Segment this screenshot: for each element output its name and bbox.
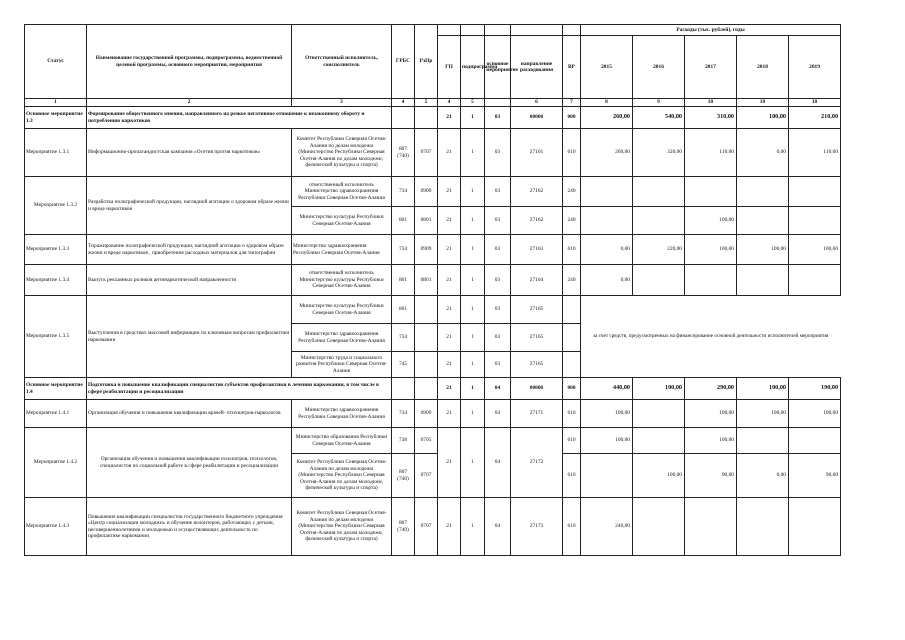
- row-y2017: 290,00: [685, 378, 737, 400]
- row-vr: 610: [563, 235, 581, 265]
- row-grbs: 734: [392, 177, 415, 207]
- row-y2017: [685, 498, 737, 556]
- row-y2019: 90,00: [789, 454, 841, 498]
- row-grbs: [392, 107, 415, 129]
- row-name: Информационно-пропагандистская кампания «Осетия против наркотиков»: [87, 129, 292, 177]
- row-y2018: 100,00: [737, 400, 789, 428]
- row-status: Мероприятие 1.4.3: [25, 498, 87, 556]
- row-gp: 21: [438, 235, 461, 265]
- row-status: Мероприятие 1.3.1: [25, 129, 87, 177]
- row-y2017: 100,00: [685, 207, 737, 235]
- row-y2019: [789, 498, 841, 556]
- row-name: Подготовка и повышение квалификации специалистов субъектов профилактики в лечении наркомании, в том числе в сфере реабилитации и ресоциализации: [87, 378, 392, 400]
- row-rzpr: [415, 352, 438, 378]
- table-row: [25, 235, 841, 265]
- row-vr: 240: [563, 177, 581, 207]
- row-y2017: [685, 177, 737, 207]
- row-dir: 27162: [511, 207, 563, 235]
- row-gp: 21: [438, 324, 461, 352]
- column-number: 2: [87, 99, 292, 107]
- row-grbs: 734: [392, 400, 415, 428]
- row-vr: 240: [563, 207, 581, 235]
- row-y2019: 110,00: [789, 129, 841, 177]
- column-number: 10: [685, 99, 737, 107]
- table-row: [25, 107, 841, 129]
- row-sub: 1: [461, 428, 485, 498]
- row-sub: 1: [461, 207, 485, 235]
- row-y2015: [581, 207, 633, 235]
- row-gp: 21: [438, 129, 461, 177]
- header-blank-vr: [563, 25, 581, 36]
- row-y2015: 0,00: [581, 265, 633, 296]
- row-y2018: [737, 207, 789, 235]
- row-status: Мероприятие 1.3.5: [25, 296, 87, 378]
- row-dir: 27164: [511, 265, 563, 296]
- row-vr: [563, 324, 581, 352]
- row-rzpr: 0909: [415, 235, 438, 265]
- row-sub: 1: [461, 296, 485, 324]
- row-y2019: 100,00: [789, 400, 841, 428]
- row-y2016: [633, 400, 685, 428]
- row-grbs: 745: [392, 352, 415, 378]
- row-rzpr: 0707: [415, 454, 438, 498]
- header-responsible: Ответственный исполнитель, соисполнитель: [292, 25, 392, 99]
- row-grbs: 807 (740): [392, 454, 415, 498]
- table-row: [25, 400, 841, 428]
- row-vr: 610: [563, 400, 581, 428]
- row-y2016: [633, 207, 685, 235]
- row-status: Мероприятие 1.3.4: [25, 265, 87, 296]
- row-status: Основное мероприятие 1.3: [25, 107, 87, 129]
- column-number: 5: [461, 99, 485, 107]
- row-rzpr: 0909: [415, 177, 438, 207]
- row-status: Мероприятие 1.3.2: [25, 177, 87, 235]
- row-responsible: Комитет Республики Северная Осетия-Алания по делам молодежи (Министерство Республики Северная Осетия-Алания по делам молодежи, физической культуры и спорта): [292, 454, 392, 498]
- row-rzpr: [415, 296, 438, 324]
- budget-table: [24, 24, 841, 556]
- row-sub: 1: [461, 498, 485, 556]
- row-y2017: 100,00: [685, 428, 737, 454]
- row-main: 04: [485, 378, 511, 400]
- row-gp: 21: [438, 498, 461, 556]
- column-number: 1: [25, 99, 87, 107]
- row-gp: 21: [438, 265, 461, 296]
- table-row: [25, 265, 841, 296]
- row-y2019: [789, 177, 841, 207]
- row-main: 03: [485, 265, 511, 296]
- row-dir: 27165: [511, 324, 563, 352]
- row-rzpr: [415, 378, 438, 400]
- row-gp: 21: [438, 177, 461, 207]
- row-vr: 610: [563, 498, 581, 556]
- row-rzpr: 0909: [415, 400, 438, 428]
- row-sub: 1: [461, 129, 485, 177]
- row-y2019: [789, 207, 841, 235]
- row-y2017: 310,00: [685, 107, 737, 129]
- row-dir: 27162: [511, 177, 563, 207]
- row-y2015: 240,00: [581, 498, 633, 556]
- header-program-name: Наименование государственной программы, подпрограммы, ведомственной целевой программы, основного мероприятия, мероприятия: [87, 25, 292, 99]
- row-main: 03: [485, 296, 511, 324]
- row-rzpr: [415, 324, 438, 352]
- row-status: Мероприятие 1.4.1: [25, 400, 87, 428]
- header-blank-sub: [461, 25, 485, 36]
- row-dir: 27165: [511, 352, 563, 378]
- table-row: [25, 296, 841, 324]
- row-y2015: 260,00: [581, 129, 633, 177]
- row-vr: 610: [563, 428, 581, 454]
- header-blank-main: [485, 25, 511, 36]
- header-expenses-group: Расходы (тыс. рублей), годы: [581, 25, 841, 36]
- row-name: Организация обучения и повышения квалификации врачей- психиатров-наркологов: [87, 400, 292, 428]
- row-responsible: Комитет Республики Северная Осетия-Алания по делам молодежи (Министерство Республики Северная Осетия-Алания по делам молодежи, физической культуры и спорта): [292, 129, 392, 177]
- row-name: Выступления в средствах массовой информации по ключевым вопросам профилактики наркомании: [87, 296, 292, 378]
- row-main: 04: [485, 498, 511, 556]
- header-blank-gp: [438, 25, 461, 36]
- column-number-row: [25, 99, 841, 107]
- row-main: 03: [485, 129, 511, 177]
- row-y2018: [737, 265, 789, 296]
- column-number: 10: [737, 99, 789, 107]
- column-number: 4: [392, 99, 415, 107]
- row-name: Формирование общественного мнения, направленного на резкое негативное отношение к незаконному обороту и потреблению наркотиков: [87, 107, 392, 129]
- row-name: Повышение квалификации специалистов государственного бюджетного учреждения «Центр социализации молодежи» и обучение волонтеров, работающих с детьми, несовершеннолетними и молодежью и осуществляющих деятельность по профилактике наркомании: [87, 498, 292, 556]
- row-y2019: 190,00: [789, 378, 841, 400]
- row-grbs: 807 (740): [392, 498, 415, 556]
- row-main: 03: [485, 207, 511, 235]
- row-responsible: ответственный исполнитель Министерство здравоохранения Республики Северная Осетия-Алания: [292, 177, 392, 207]
- row-gp: 21: [438, 296, 461, 324]
- row-rzpr: 0707: [415, 498, 438, 556]
- row-responsible: Министерство труда и социального развития Республики Северная Осетия-Алания: [292, 352, 392, 378]
- header-blank-dir: [511, 25, 563, 36]
- row-gp: 21: [438, 428, 461, 498]
- row-sub: 1: [461, 177, 485, 207]
- header-grbs: ГРБС: [392, 25, 415, 99]
- row-y2016: [633, 265, 685, 296]
- row-dir: 00000: [511, 378, 563, 400]
- column-number: [485, 99, 511, 107]
- header-year-2016: 2016: [633, 36, 685, 99]
- row-rzpr: [415, 107, 438, 129]
- row-y2018: [737, 177, 789, 207]
- row-rzpr: 0801: [415, 265, 438, 296]
- header-year-2015: 2015: [581, 36, 633, 99]
- row-gp: 21: [438, 378, 461, 400]
- row-y2015: [581, 177, 633, 207]
- row-main: 03: [485, 177, 511, 207]
- row-grbs: [392, 378, 415, 400]
- row-dir: 27163: [511, 235, 563, 265]
- row-y2015: 260,00: [581, 107, 633, 129]
- row-grbs: 801: [392, 265, 415, 296]
- row-gp: 21: [438, 400, 461, 428]
- column-number: 6: [511, 99, 563, 107]
- row-main: 04: [485, 428, 511, 498]
- header-main-event: основное мероприятие: [485, 36, 511, 99]
- table-row: [25, 428, 841, 454]
- row-dir: 27172: [511, 428, 563, 498]
- row-sub: 1: [461, 378, 485, 400]
- row-responsible: Министерство культуры Республики Северная Осетия-Алания: [292, 207, 392, 235]
- column-number: 4: [438, 99, 461, 107]
- table-row: [25, 498, 841, 556]
- row-y2015: [581, 454, 633, 498]
- row-y2018: [737, 498, 789, 556]
- funding-note: за счет средств, предусмотренных на финансирование основной деятельности исполнителей мероприятия: [581, 296, 841, 378]
- row-vr: 240: [563, 265, 581, 296]
- header-year-2019: 2019: [789, 36, 841, 99]
- row-gp: 21: [438, 207, 461, 235]
- row-dir: 27171: [511, 400, 563, 428]
- row-rzpr: 0705: [415, 428, 438, 454]
- row-name: Разработка полиграфической продукции, наглядной агитации о здоровом образе жизни и вреде наркотиков: [87, 177, 292, 235]
- column-number: 7: [563, 99, 581, 107]
- budget-table-sheet: [24, 24, 840, 556]
- row-y2019: [789, 428, 841, 454]
- row-y2015: 0,00: [581, 235, 633, 265]
- row-status: Мероприятие 1.4.2: [25, 428, 87, 498]
- row-y2016: 220,00: [633, 235, 685, 265]
- row-y2016: [633, 177, 685, 207]
- row-responsible: ответственный исполнитель Министерство культуры Республики Северная Осетия-Алания: [292, 265, 392, 296]
- row-sub: 1: [461, 265, 485, 296]
- header-subprogram: подпрограмма: [461, 36, 485, 99]
- header-year-2018: 2018: [737, 36, 789, 99]
- row-main: 03: [485, 107, 511, 129]
- row-y2018: 100,00: [737, 107, 789, 129]
- row-name: Тиражирование полиграфической продукции, наглядной агитации о здоровом образе жизни и вреде наркотиков , приобретение расходных материалов для типографии: [87, 235, 292, 265]
- row-y2015: 440,00: [581, 378, 633, 400]
- row-y2016: 540,00: [633, 107, 685, 129]
- row-responsible: Комитет Республики Северная Осетия-Алания по делам молодежи (Министерство Республики Северная Осетия-Алания по делам молодежи, физической культуры и спорта): [292, 498, 392, 556]
- row-vr: [563, 352, 581, 378]
- row-sub: 1: [461, 107, 485, 129]
- row-vr: 000: [563, 107, 581, 129]
- row-responsible: Министерство здравоохранения Республики Северная Осетия-Алания: [292, 324, 392, 352]
- row-dir: 27173: [511, 498, 563, 556]
- header-status: Статус: [25, 25, 87, 99]
- row-y2016: [633, 428, 685, 454]
- row-rzpr: 0801: [415, 207, 438, 235]
- row-rzpr: 0707: [415, 129, 438, 177]
- row-responsible: Министерство образования Республики Северная Осетия-Алания: [292, 428, 392, 454]
- column-number: 3: [292, 99, 392, 107]
- row-y2016: 100,00: [633, 454, 685, 498]
- row-y2018: 0,00: [737, 454, 789, 498]
- row-dir: 27165: [511, 296, 563, 324]
- row-y2019: 210,00: [789, 107, 841, 129]
- row-y2018: 0,00: [737, 129, 789, 177]
- row-y2017: 90,00: [685, 454, 737, 498]
- header-gp: ГП: [438, 36, 461, 99]
- row-grbs: 801: [392, 296, 415, 324]
- row-sub: 1: [461, 400, 485, 428]
- row-y2017: 110,00: [685, 129, 737, 177]
- row-y2017: 100,00: [685, 235, 737, 265]
- row-y2018: [737, 428, 789, 454]
- row-main: 04: [485, 400, 511, 428]
- row-y2018: 100,00: [737, 378, 789, 400]
- row-vr: 000: [563, 378, 581, 400]
- row-vr: [563, 296, 581, 324]
- row-name: Выпуск рекламных роликов антинаркотической направленности: [87, 265, 292, 296]
- row-sub: 1: [461, 324, 485, 352]
- row-grbs: 807 (740): [392, 129, 415, 177]
- row-grbs: 734: [392, 235, 415, 265]
- row-gp: 21: [438, 352, 461, 378]
- header-direction: направление расходования: [511, 36, 563, 99]
- row-vr: 610: [563, 129, 581, 177]
- row-responsible: Министерство здравоохранения Республики Северная Осетия-Алания: [292, 400, 392, 428]
- row-grbs: 738: [392, 428, 415, 454]
- row-y2015: 100,00: [581, 400, 633, 428]
- column-number: 5: [415, 99, 438, 107]
- row-dir: 27161: [511, 129, 563, 177]
- row-gp: 21: [438, 107, 461, 129]
- row-dir: 00000: [511, 107, 563, 129]
- table-row: [25, 129, 841, 177]
- header-year-2017: 2017: [685, 36, 737, 99]
- row-y2015: 100,00: [581, 428, 633, 454]
- row-sub: 1: [461, 352, 485, 378]
- row-y2019: 100,00: [789, 235, 841, 265]
- row-status: Основное мероприятие 1.4: [25, 378, 87, 400]
- table-row: [25, 177, 841, 207]
- row-y2017: 100,00: [685, 400, 737, 428]
- row-main: 03: [485, 324, 511, 352]
- row-main: 03: [485, 352, 511, 378]
- column-number: 10: [789, 99, 841, 107]
- row-sub: 1: [461, 235, 485, 265]
- row-y2018: 100,00: [737, 235, 789, 265]
- row-responsible: Министерство здравоохранения Республики Северная Осетия-Алания: [292, 235, 392, 265]
- row-y2016: 320,00: [633, 129, 685, 177]
- row-grbs: 734: [392, 324, 415, 352]
- row-y2016: 100,00: [633, 378, 685, 400]
- header-vr: ВР: [563, 36, 581, 99]
- header-rzpr: РзПр: [415, 25, 438, 99]
- row-status: Мероприятие 1.3.3: [25, 235, 87, 265]
- row-y2019: [789, 265, 841, 296]
- row-y2016: [633, 498, 685, 556]
- row-vr: 610: [563, 454, 581, 498]
- row-grbs: 801: [392, 207, 415, 235]
- column-number: 9: [633, 99, 685, 107]
- row-name: Организация обучения и повышения квалификации психиатров, психологов, специалистов по социальной работе в сфере реабилитации и ресоциализации: [87, 428, 292, 498]
- row-main: 03: [485, 235, 511, 265]
- table-row: [25, 378, 841, 400]
- row-y2017: [685, 265, 737, 296]
- column-number: 8: [581, 99, 633, 107]
- row-responsible: Министерство культуры Республики Северная Осетия-Алания: [292, 296, 392, 324]
